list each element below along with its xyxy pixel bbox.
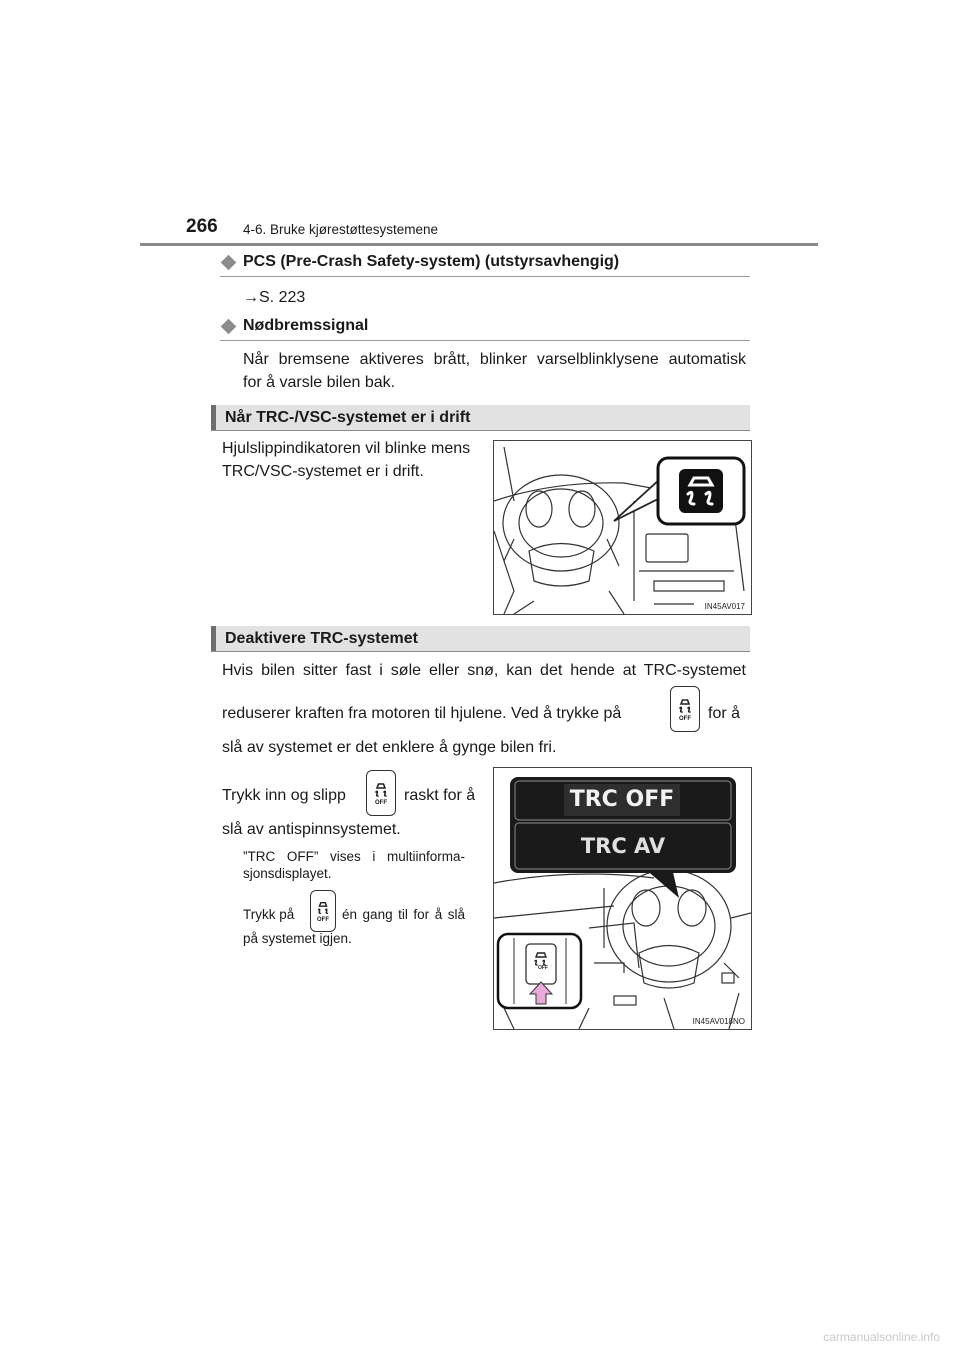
diamond-bullet-icon [221, 318, 237, 334]
pcs-page-reference[interactable]: →S. 223 [243, 289, 306, 306]
page-number: 266 [186, 216, 218, 237]
skid-car-icon [676, 697, 694, 715]
skid-car-icon [315, 900, 331, 916]
step-text-line: raskt for å [404, 787, 476, 804]
figure-code-1: IN45AV017 [704, 602, 745, 611]
skid-car-icon [372, 781, 390, 799]
deactivate-text-line: for å [708, 705, 741, 722]
note-text-line: Trykk på [243, 907, 295, 922]
trc-vsc-heading [211, 405, 750, 431]
deactivate-text-line: reduserer kraften fra motoren til hjulene. Ved å trykke på [222, 705, 622, 722]
trc-vsc-text-line: TRC/VSC-systemet er i drift. [222, 463, 424, 480]
figure-button-off-label: OFF [538, 965, 548, 971]
pcs-heading-rule [220, 276, 750, 277]
diamond-bullet-icon [221, 254, 237, 270]
button-off-label: OFF [375, 799, 387, 806]
trc-off-button-icon [310, 890, 336, 932]
deactivate-heading-text: Deaktivere TRC-systemet [225, 629, 418, 647]
pcs-heading-text: PCS (Pre-Crash Safety-system) (utstyrsavhengig) [243, 253, 620, 270]
emergency-heading-text: Nødbremssignal [243, 317, 369, 334]
watermark: carmanualsonline.info [823, 1330, 940, 1344]
dashboard-figure-trc-off [493, 767, 752, 1030]
trc-vsc-text-line: Hjulslippindikatoren vil blinke mens [222, 440, 471, 457]
dashboard-figure-slip-indicator [493, 440, 752, 615]
emergency-text-line: Når bremsene aktiveres brått, blinker varselblinklysene automatisk [243, 351, 746, 368]
emergency-heading-rule [220, 340, 750, 341]
pcs-heading [222, 253, 619, 271]
note-text-line: én gang til for å slå [342, 907, 465, 922]
emergency-text-line: for å varsle bilen bak. [243, 374, 396, 391]
section-title: 4-6. Bruke kjørestøttesystemene [243, 222, 439, 237]
dashboard-illustration [494, 441, 751, 614]
emergency-text [243, 348, 746, 394]
emergency-heading [222, 317, 368, 335]
deactivate-heading [211, 626, 750, 652]
trc-off-button-icon [366, 770, 396, 816]
display-trc-av-text: TRC AV [580, 834, 666, 858]
note-text-line: ”TRC OFF” vises i multiinforma- [243, 849, 465, 864]
figure-code-2: IN45AV018NO [692, 1017, 745, 1026]
button-off-label: OFF [317, 916, 329, 923]
step-text-line: slå av antispinnsystemet. [222, 821, 401, 838]
deactivate-text-line: slå av systemet er det enklere å gynge bilen fri. [222, 739, 557, 756]
note-text-line: på systemet igjen. [243, 931, 352, 946]
button-off-label: OFF [679, 715, 691, 722]
header-divider [140, 243, 818, 246]
heading-accent [211, 405, 216, 430]
step-text-line: Trykk inn og slipp [222, 787, 346, 804]
note-text-line: sjonsdisplayet. [243, 866, 332, 881]
trc-off-button-icon [670, 686, 700, 732]
trc-vsc-text [222, 437, 470, 483]
display-trc-off-text: TRC OFF [564, 784, 680, 816]
heading-accent [211, 626, 216, 651]
trc-vsc-heading-text: Når TRC-/VSC-systemet er i drift [225, 408, 471, 426]
deactivate-text-line: Hvis bilen sitter fast i søle eller snø, kan det hende at TRC-systemet [222, 662, 746, 679]
